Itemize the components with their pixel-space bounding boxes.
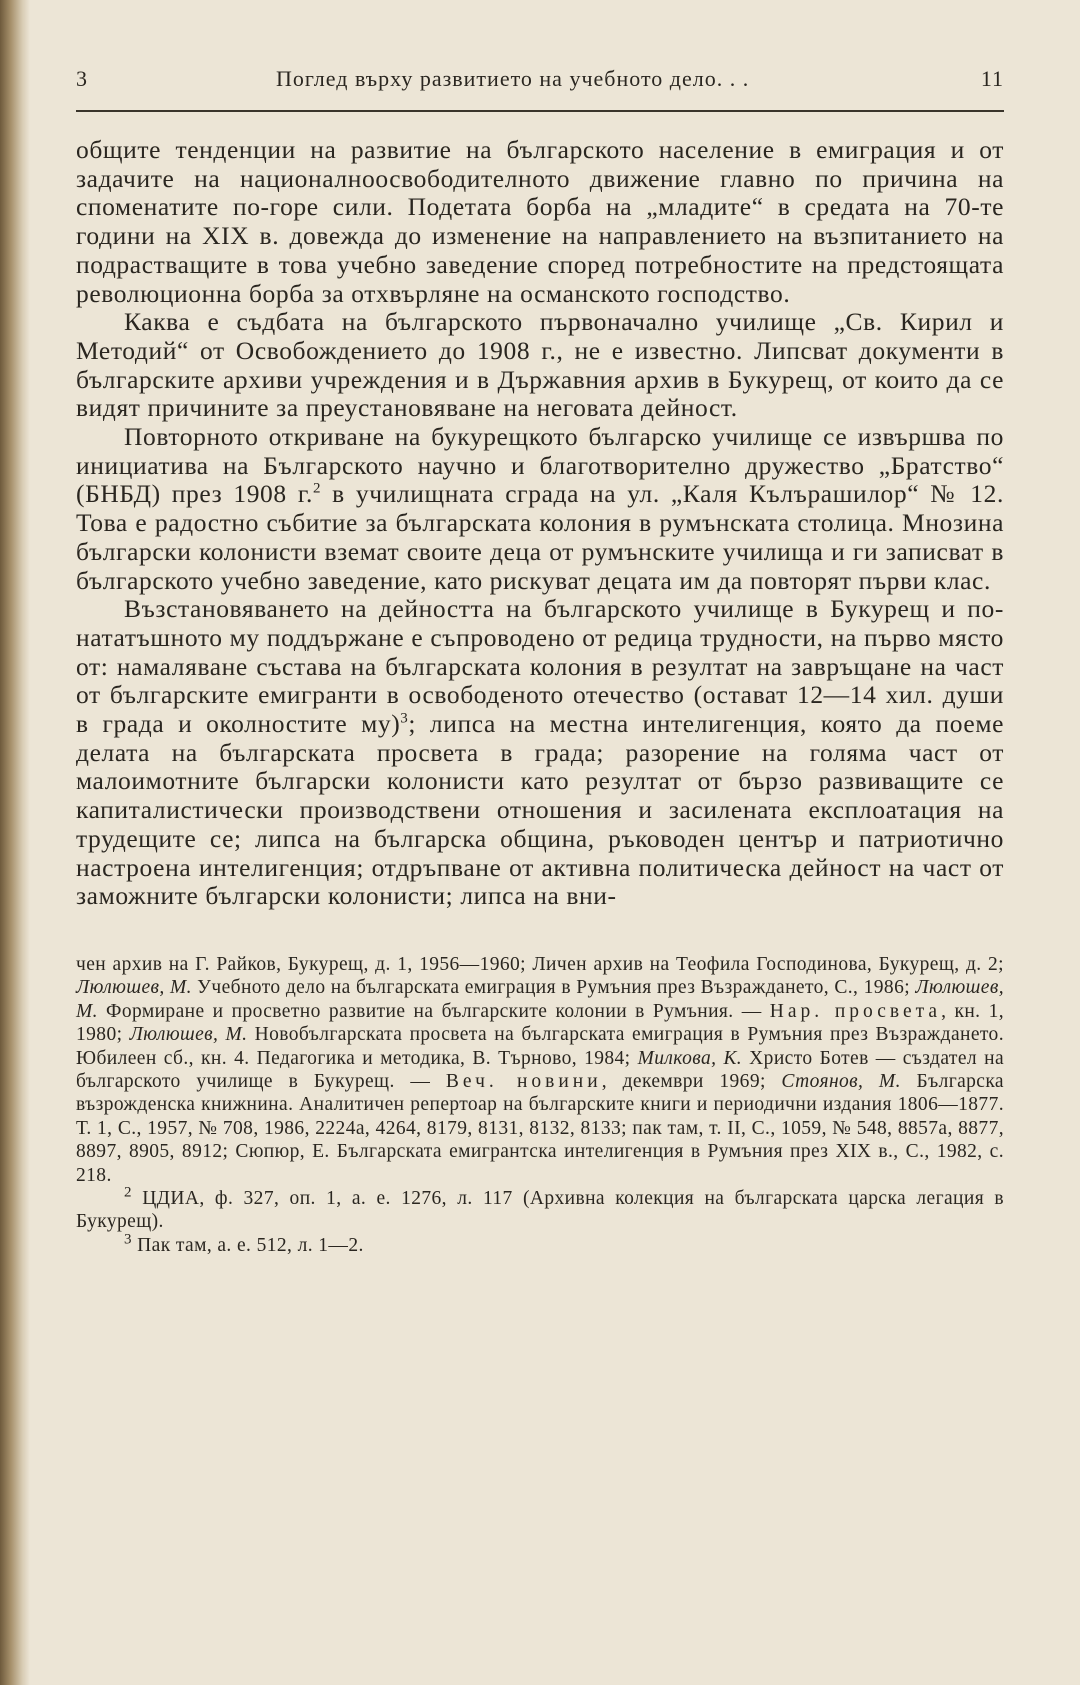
footnote-text: Новобългарската просвета на българската емиграция в Румъния през Възраждането. Юбилеен сб., кн. 4. Педагогика и методика, В. Търново, 1984; [76, 1024, 1004, 1069]
footnote-number: 2 [124, 1184, 132, 1201]
paragraph-1: общите тенденции на развитие на българското население в емиграция и от задачите на националноосвободителното движение главно по причина на споменатите по-горе сили. Подетата борба на „младите“ в средата на 70-те години на XIX в. довежда до изменение на направлението на възпитанието на подрастващите в това учебно заведение според потребностите на предстоящата революционна борба за отхвърляне на османското господство. [76, 135, 1004, 308]
header-rule [76, 110, 1004, 112]
footnote-text: Христо Ботев — създател на българското училище в Букурещ. — [76, 1047, 1004, 1093]
paragraph-text: Възстановяването на дейността на българското училище в Букурещ и по-нататъшното му поддържане е съпроводено от редица трудности, на първо място от: намаляване състава на българската колония в резултат на завръщане на част от българските емигранти в освободеното отечество (остават 12—14 хил. души в града и околностите му) [76, 594, 1004, 739]
author-name: Милкова, К. [637, 1047, 743, 1069]
footnote-text: Българска възрожденска книжнина. Аналитичен репертоар на българските книги и периодични издания 1806—1877. Т. 1, С., 1957, № 708, 1986, 2224а, 4264, 8179, 8131, 8132, 8133; пак там, т. II, С., 1059, № 548, 8857а, 8877, 8897, 8905, 8912; Сюпюр, Е. Българската емигрантска интелигенция в Румъния през XIX в., С., 1982, с. 218. [76, 1071, 1004, 1186]
footnote-number: 3 [124, 1231, 132, 1248]
running-header [76, 62, 1004, 102]
footnotes [76, 953, 1004, 1257]
footnote-text: ЦДИА, ф. 327, оп. 1, а. е. 1276, л. 117 (Архивна колекция на българската царска легация в Букурещ). [76, 1188, 1004, 1233]
footnote-text: чен архив на Г. Райков, Букурещ, д. 1, 1956—1960; Личен архив на Теофила Господинова, Букурещ, д. 2; [76, 953, 1004, 975]
footnote-3 [76, 1231, 1004, 1257]
footnote-text: Пак там, а. е. 512, л. 1—2. [131, 1234, 364, 1256]
footnote-ref-2: 2 [312, 480, 322, 497]
paragraph-2: Каква е съдбата на българското първоначално училище „Св. Кирил и Методий“ от Освобождението до 1908 г., не е известно. Липсват документи в българските архиви учреждения и в Държавния архив в Букурещ, от които да се видят причините за преустановяване на неговата дейност. [76, 307, 1004, 423]
section-number: 3 [76, 66, 88, 91]
author-name: Люлюшев, М. [76, 977, 1004, 1022]
footnote-text: Формиране и просветно развитие на българските колонии в Румъния. — [97, 1000, 770, 1022]
footnote-ref-3: 3 [400, 710, 409, 727]
paragraph-text: ; липса на местна интелигенция, която да поеме делата на българската просвета в града; разорение на голяма част от малоимотните български колонисти като резултат от бързо развиващите се капиталистически производствени отношения и засилената експлоатация на трудещите се; липса на българска община, ръководен център и патриотично настроена интелигенция; отдръпване от активна политическа дейност на част от заможните български колонисти; липса на вни- [76, 709, 1004, 911]
running-title: Поглед върху развитието на учебното дело. . . [276, 66, 750, 91]
author-name: Люлюшев, М. [76, 977, 192, 999]
paragraph-text: Повторното откриване на букурещкото българско училище се извършва по инициатива на Българското научно и благотворително дружество „Братство“ (БНБД) през 1908 г. [76, 422, 1004, 509]
paragraph-text: в училищната сграда на ул. „Каля Кълърашилор“ № 12. Това е радостно събитие за българската колония в румънската столица. Мнозина български колонисти вземат своите деца от румънските училища и ги записват в българското учебно заведение, като рискуват децата им да повторят първи клас. [76, 479, 1004, 595]
footnote-2 [76, 1184, 1004, 1234]
author-name: Стоянов, М. [781, 1071, 901, 1093]
periodical-title: Нар. просвета [769, 1000, 942, 1022]
paragraph-3 [76, 423, 1004, 595]
footnote-text: , кн. 1, 1980; [76, 1000, 1004, 1046]
page-number: 11 [980, 66, 1004, 91]
book-page [76, 62, 1004, 1257]
footnote-continuation [76, 953, 1004, 1187]
book-spine-shadow [0, 0, 30, 1685]
author-name: Люлюшев, М. [129, 1024, 248, 1046]
periodical-title: Веч. новини [445, 1071, 602, 1093]
paragraph-4 [76, 595, 1004, 911]
footnote-text: , декември 1969; [601, 1071, 782, 1093]
footnote-text: Учебното дело на българската емиграция в Румъния през Възраждането, С., 1986; [191, 977, 916, 999]
main-text [76, 136, 1004, 911]
